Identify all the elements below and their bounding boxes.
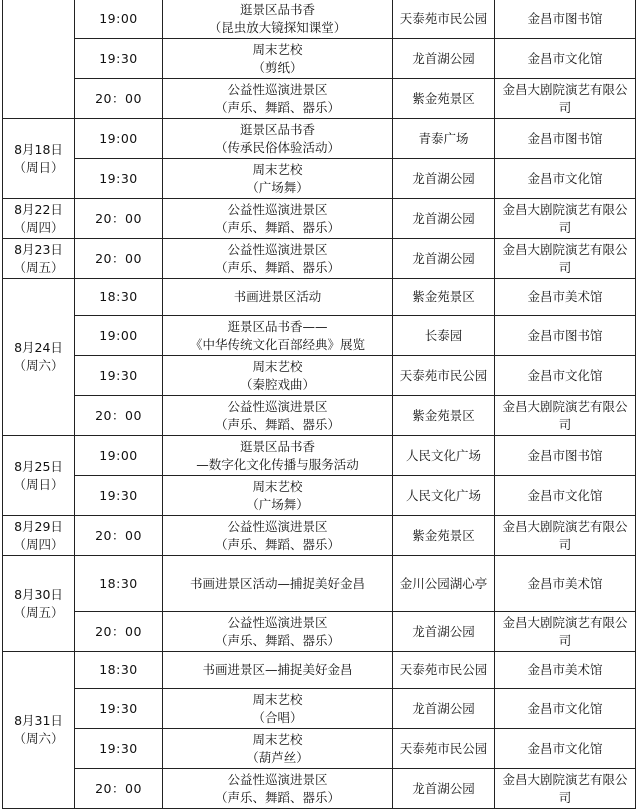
organizer-cell: 金昌市文化馆 bbox=[495, 39, 636, 79]
event-title-line: 逛景区品书香 bbox=[239, 1, 315, 17]
weekday-label: （周四） bbox=[13, 219, 64, 235]
venue-cell: 天泰苑市民公园 bbox=[393, 729, 495, 769]
time-cell: 19:30 bbox=[75, 356, 163, 396]
time-cell: 19:30 bbox=[75, 689, 163, 729]
table-row bbox=[3, 769, 636, 809]
date-cell bbox=[3, 556, 75, 652]
time-cell: 19:30 bbox=[75, 159, 163, 199]
weekday-label: （周六） bbox=[13, 358, 64, 373]
table-row bbox=[3, 476, 636, 516]
table-row bbox=[3, 159, 636, 199]
organizer-cell: 金昌大剧院演艺有限公司 bbox=[495, 239, 636, 279]
event-title-line: —数字化文化传播与服务活动 bbox=[196, 456, 359, 472]
table-row bbox=[3, 279, 636, 316]
date-cell bbox=[3, 516, 75, 556]
event-title-cell bbox=[163, 652, 393, 689]
time-cell: 20：00 bbox=[75, 612, 163, 652]
venue-cell: 金川公园湖心亭 bbox=[393, 556, 495, 612]
venue-cell: 人民文化广场 bbox=[393, 436, 495, 476]
organizer-cell: 金昌大剧院演艺有限公司 bbox=[495, 612, 636, 652]
weekday-label: （周日） bbox=[13, 476, 64, 492]
venue-cell: 紫金苑景区 bbox=[393, 516, 495, 556]
date-label: 8月30日 bbox=[14, 586, 63, 602]
event-title-cell bbox=[163, 159, 393, 199]
time-cell: 19:00 bbox=[75, 0, 163, 39]
organizer-cell: 金昌市图书馆 bbox=[495, 316, 636, 356]
date-cell bbox=[3, 279, 75, 436]
venue-cell: 龙首湖公园 bbox=[393, 612, 495, 652]
venue-cell: 紫金苑景区 bbox=[393, 396, 495, 436]
organizer-cell: 金昌大剧院演艺有限公司 bbox=[495, 769, 636, 809]
date-label: 8月31日 bbox=[14, 713, 63, 728]
time-cell: 20：00 bbox=[75, 516, 163, 556]
event-title-cell bbox=[163, 476, 393, 516]
venue-cell: 天泰苑市民公园 bbox=[393, 652, 495, 689]
organizer-cell: 金昌市文化馆 bbox=[495, 159, 636, 199]
date-label: 8月18日 bbox=[14, 141, 63, 157]
event-title-line: 公益性巡演进景区 bbox=[227, 771, 328, 787]
event-title-line: 公益性巡演进景区 bbox=[227, 81, 328, 97]
event-title-cell bbox=[163, 279, 393, 316]
venue-cell: 紫金苑景区 bbox=[393, 79, 495, 119]
event-title-line: 书画进景区—捕捉美好金昌 bbox=[202, 662, 353, 677]
weekday-label: （周日） bbox=[13, 159, 64, 175]
table-row bbox=[3, 652, 636, 689]
date-cell bbox=[3, 436, 75, 516]
organizer-cell: 金昌大剧院演艺有限公司 bbox=[495, 516, 636, 556]
event-title-line: （声乐、舞蹈、器乐） bbox=[214, 632, 340, 648]
time-cell: 19:00 bbox=[75, 316, 163, 356]
table-row bbox=[3, 516, 636, 556]
event-title-cell bbox=[163, 79, 393, 119]
event-title-cell bbox=[163, 0, 393, 39]
date-label: 8月22日 bbox=[14, 201, 63, 217]
table-row bbox=[3, 729, 636, 769]
date-cell bbox=[3, 119, 75, 199]
table-row bbox=[3, 436, 636, 476]
event-title-line: 书画进景区活动 bbox=[233, 289, 322, 304]
date-label: 8月23日 bbox=[14, 241, 63, 257]
event-title-cell bbox=[163, 396, 393, 436]
event-title-line: （声乐、舞蹈、器乐） bbox=[214, 536, 340, 552]
weekday-label: （周五） bbox=[13, 259, 64, 275]
time-cell: 19:00 bbox=[75, 119, 163, 159]
event-title-line: 周末艺校 bbox=[252, 161, 303, 177]
event-title-cell bbox=[163, 199, 393, 239]
date-cell bbox=[3, 199, 75, 239]
organizer-cell: 金昌市图书馆 bbox=[495, 119, 636, 159]
table-row bbox=[3, 79, 636, 119]
event-title-line: （广场舞） bbox=[246, 179, 309, 195]
weekday-label: （周四） bbox=[13, 536, 64, 552]
table-row bbox=[3, 199, 636, 239]
event-title-line: 逛景区品书香 bbox=[239, 121, 315, 137]
venue-cell: 龙首湖公园 bbox=[393, 689, 495, 729]
event-title-line: 公益性巡演进景区 bbox=[227, 201, 328, 217]
event-title-cell bbox=[163, 316, 393, 356]
organizer-cell: 金昌大剧院演艺有限公司 bbox=[495, 199, 636, 239]
venue-cell: 天泰苑市民公园 bbox=[393, 0, 495, 39]
event-title-line: （葫芦丝） bbox=[246, 749, 309, 765]
event-title-line: 《中华传统文化百部经典》展览 bbox=[189, 336, 365, 352]
event-title-line: 周末艺校 bbox=[252, 691, 303, 707]
event-title-cell bbox=[163, 119, 393, 159]
venue-cell: 龙首湖公园 bbox=[393, 199, 495, 239]
event-title-line: （声乐、舞蹈、器乐） bbox=[214, 416, 340, 432]
time-cell: 18:30 bbox=[75, 556, 163, 612]
event-title-line: 逛景区品书香 bbox=[239, 438, 315, 454]
event-title-line: 逛景区品书香—— bbox=[227, 318, 328, 334]
time-cell: 19:30 bbox=[75, 476, 163, 516]
table-row bbox=[3, 0, 636, 39]
time-cell: 20：00 bbox=[75, 396, 163, 436]
event-title-line: （声乐、舞蹈、器乐） bbox=[214, 259, 340, 275]
event-title-cell bbox=[163, 612, 393, 652]
date-cell bbox=[3, 239, 75, 279]
event-title-cell bbox=[163, 356, 393, 396]
event-title-line: （昆虫放大镜探知课堂） bbox=[208, 19, 347, 35]
date-label: 8月29日 bbox=[14, 518, 63, 534]
table-row bbox=[3, 612, 636, 652]
event-title-line: 公益性巡演进景区 bbox=[227, 241, 328, 257]
date-cell bbox=[3, 652, 75, 809]
event-title-line: 周末艺校 bbox=[252, 478, 303, 494]
venue-cell: 龙首湖公园 bbox=[393, 159, 495, 199]
time-cell: 20：00 bbox=[75, 199, 163, 239]
event-title-cell bbox=[163, 769, 393, 809]
venue-cell: 天泰苑市民公园 bbox=[393, 356, 495, 396]
venue-cell: 龙首湖公园 bbox=[393, 39, 495, 79]
event-title-line: 公益性巡演进景区 bbox=[227, 398, 328, 414]
event-title-line: 周末艺校 bbox=[252, 41, 303, 57]
table-row bbox=[3, 556, 636, 612]
event-title-line: （传承民俗体验活动） bbox=[214, 139, 340, 155]
event-title-line: （声乐、舞蹈、器乐） bbox=[214, 789, 340, 805]
date-label: 8月24日 bbox=[14, 340, 63, 355]
venue-cell: 长泰园 bbox=[393, 316, 495, 356]
venue-cell: 人民文化广场 bbox=[393, 476, 495, 516]
organizer-cell: 金昌大剧院演艺有限公司 bbox=[495, 79, 636, 119]
venue-cell: 龙首湖公园 bbox=[393, 239, 495, 279]
weekday-label: （周五） bbox=[13, 604, 64, 620]
organizer-cell: 金昌市文化馆 bbox=[495, 356, 636, 396]
event-title-cell bbox=[163, 556, 393, 612]
event-title-line: 公益性巡演进景区 bbox=[227, 614, 328, 630]
event-title-line: 周末艺校 bbox=[252, 731, 303, 747]
event-title-line: （声乐、舞蹈、器乐） bbox=[214, 99, 340, 115]
event-title-line: 周末艺校 bbox=[252, 358, 303, 374]
organizer-cell: 金昌市图书馆 bbox=[495, 0, 636, 39]
event-title-line: （秦腔戏曲） bbox=[239, 376, 315, 392]
schedule-table-body bbox=[3, 0, 636, 809]
event-title-cell bbox=[163, 39, 393, 79]
organizer-cell: 金昌市美术馆 bbox=[495, 279, 636, 316]
time-cell: 20：00 bbox=[75, 239, 163, 279]
event-title-line: （广场舞） bbox=[246, 496, 309, 512]
table-row bbox=[3, 396, 636, 436]
table-row bbox=[3, 239, 636, 279]
time-cell: 19:00 bbox=[75, 436, 163, 476]
event-title-cell bbox=[163, 436, 393, 476]
date-label: 8月25日 bbox=[14, 458, 63, 474]
time-cell: 20：00 bbox=[75, 79, 163, 119]
event-title-line: （声乐、舞蹈、器乐） bbox=[214, 219, 340, 235]
event-schedule-table bbox=[2, 0, 636, 809]
table-row bbox=[3, 356, 636, 396]
venue-cell: 紫金苑景区 bbox=[393, 279, 495, 316]
time-cell: 20：00 bbox=[75, 769, 163, 809]
table-row bbox=[3, 316, 636, 356]
table-row bbox=[3, 689, 636, 729]
organizer-cell: 金昌市文化馆 bbox=[495, 729, 636, 769]
organizer-cell: 金昌市图书馆 bbox=[495, 436, 636, 476]
venue-cell: 青泰广场 bbox=[393, 119, 495, 159]
table-row bbox=[3, 39, 636, 79]
time-cell: 19:30 bbox=[75, 729, 163, 769]
table-row bbox=[3, 119, 636, 159]
organizer-cell: 金昌市美术馆 bbox=[495, 652, 636, 689]
event-title-cell bbox=[163, 729, 393, 769]
event-title-line: （剪纸） bbox=[252, 59, 303, 75]
organizer-cell: 金昌市美术馆 bbox=[495, 556, 636, 612]
venue-cell: 龙首湖公园 bbox=[393, 769, 495, 809]
time-cell: 19:30 bbox=[75, 39, 163, 79]
organizer-cell: 金昌市文化馆 bbox=[495, 476, 636, 516]
event-title-cell bbox=[163, 516, 393, 556]
time-cell: 18:30 bbox=[75, 652, 163, 689]
date-cell bbox=[3, 0, 75, 119]
event-title-line: 书画进景区活动—捕捉美好金昌 bbox=[189, 575, 365, 591]
event-title-cell bbox=[163, 239, 393, 279]
time-cell: 18:30 bbox=[75, 279, 163, 316]
organizer-cell: 金昌大剧院演艺有限公司 bbox=[495, 396, 636, 436]
weekday-label: （周六） bbox=[13, 731, 64, 746]
organizer-cell: 金昌市文化馆 bbox=[495, 689, 636, 729]
event-title-line: （合唱） bbox=[252, 709, 303, 725]
event-title-cell bbox=[163, 689, 393, 729]
event-title-line: 公益性巡演进景区 bbox=[227, 518, 328, 534]
